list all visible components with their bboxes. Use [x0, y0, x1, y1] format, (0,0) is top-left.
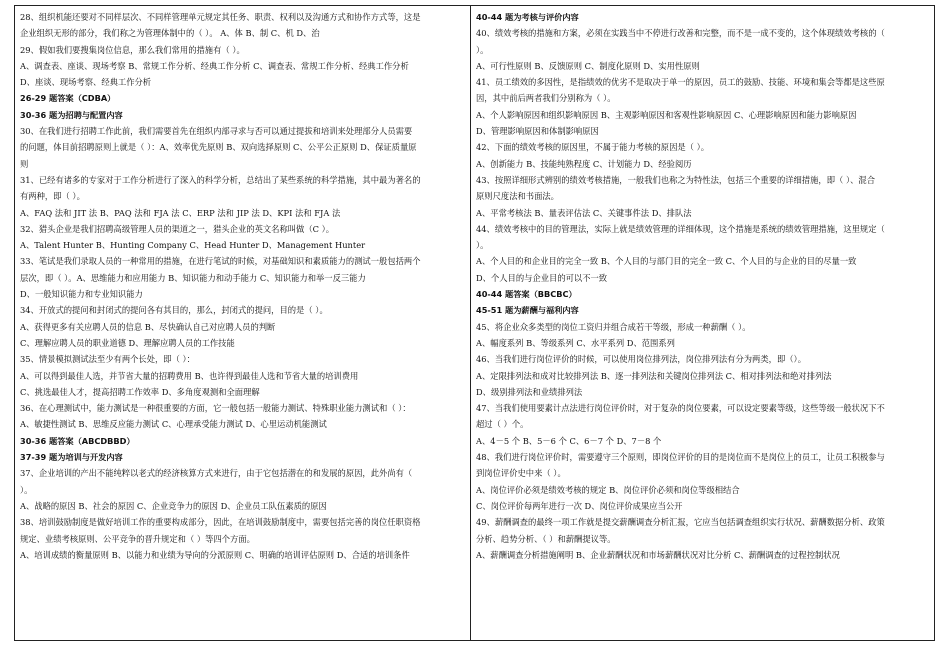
text-line: A、4－5 个 B、5－6 个 C、6－7 个 D、7－8 个: [476, 435, 662, 446]
text-line: 40、绩效考核的措施和方案，必须在实践当中不停进行改善和完整，而不是一成不变的，这个体现绩效考核的（: [476, 28, 885, 39]
text-line: 46、当我们进行岗位评价的时候，可以使用岗位排列法，岗位排列法有分为两类，即（）。: [476, 354, 806, 365]
text-line: A、培训成绩的衡量原则 B、以能力和业绩为导向的分派原则 C、明确的培训评估原则 D、合适的培训条件: [20, 549, 410, 560]
text-line: A、个人影响原因和组织影响原因 B、主观影响原因和客观性影响原因 C、心理影响原因和能力影响原因: [476, 109, 857, 120]
text-line: A、Talent Hunter B、Hunting Company C、Head Hunter D、Management Hunter: [20, 240, 366, 251]
text-line: 29、假如我们要搜集岗位信息，那么我们常用的措施有（ ）。: [20, 44, 245, 55]
section-heading: 40-44 题答案（BBCBC）: [476, 289, 577, 300]
text-line: 规定、业绩考核原则、公平竞争的晋升规定和（ ）等四个方面。: [20, 533, 255, 544]
text-line: 41、员工绩效的多因性，是指绩效的优劣不是取决于单一的原因，员工的鼓励、技能、环境和集会等都是这些原: [476, 77, 885, 88]
text-line: ）。: [476, 44, 489, 55]
text-line: 34、开放式的提问和封闭式的提问各有其目的，那么，封闭式的提问，目的是（ ）。: [20, 305, 328, 316]
text-line: 44、绩效考核中的目的管理法，实际上就是绩效管理的详细体现，这个措施是系统的绩效管理措施，这里规定（: [476, 223, 885, 234]
text-line: 37、企业培训的产出不能纯粹以老式的经济核算方式来进行，由于它包括潜在的和发展的原因，此外尚有（: [20, 468, 413, 479]
section-heading: 26-29 题答案（CDBA）: [20, 93, 116, 104]
section-heading: 30-36 题为招聘与配置内容: [20, 109, 123, 120]
section-heading: 45-51 题为薪酬与福利内容: [476, 305, 579, 316]
text-line: 48、我们进行岗位评价时，需要遵守三个原则，即岗位评价的目的是岗位而不是岗位上的员工，让员工积极参与: [476, 452, 885, 463]
text-line: A、创新能力 B、技能纯熟程度 C、计划能力 D、经验阅历: [476, 158, 692, 169]
left-column: [20, 9, 464, 563]
section-heading: 30-36 题答案（ABCDBBD）: [20, 435, 135, 446]
text-line: 到岗位评价史中来（ ）。: [476, 468, 566, 479]
text-line: 31、已经有诸多的专家对于工作分析进行了深入的科学分析，总结出了某些系统的科学措施，其中最为著名的: [20, 174, 421, 185]
text-line: A、FAQ 法和 JIT 法 B、PAQ 法和 FJA 法 C、ERP 法和 JIP 法 D、KPI 法和 FJA 法: [20, 207, 341, 218]
text-line: D、级别排列法和业绩排列法: [476, 386, 583, 397]
text-line: D、一般知识能力和专业知识能力: [20, 289, 143, 300]
text-line: 43、按照详细形式辨别的绩效考核措施，一般我们也称之为特性法，包括三个重要的详细措施，即（ ）、混合: [476, 174, 876, 185]
section-heading: 37-39 题为培训与开发内容: [20, 452, 123, 463]
right-column: [476, 9, 922, 563]
text-line: 企业组织无形的部分，我们称之为管理体制中的（ ）。 A、体 B、制 C、机 D、治: [20, 28, 320, 39]
text-line: C、挑选最佳人才，提高招聘工作效率 D、多角度观测和全面理解: [20, 386, 260, 397]
text-line: ）。: [20, 484, 33, 495]
text-line: A、幅度系列 B、等级系列 C、水平系列 D、范围系列: [476, 337, 675, 348]
text-line: 45、将企业众多类型的岗位工资归并组合成若干等级，形成一种薪酬（ ）。: [476, 321, 751, 332]
text-line: A、定限排列法和成对比较排列法 B、逐一排列法和关键岗位排列法 C、相对排列法和绝对排列法: [476, 370, 832, 381]
column-divider: [470, 5, 471, 641]
text-line: 47、当我们使用要素计点法进行岗位评价时，对于复杂的岗位要素，可以设定要素等级，这些等级一般状况下不: [476, 403, 885, 414]
text-line: A、战略的原因 B、社会的原因 C、企业竞争力的原因 D、企业员工队伍素质的原因: [20, 500, 327, 511]
text-line: A、个人目的和企业目的完全一致 B、个人目的与部门目的完全一致 C、个人目的与企业的目的尽量一致: [476, 256, 857, 267]
text-line: 35、情景模拟测试法至少有两个长处，即（ ）：: [20, 354, 195, 365]
text-line: 层次，即（ ）。A、思维能力和应用能力 B、知识能力和动手能力 C、知识能力和举一反三能力: [20, 272, 366, 283]
text-line: C、理解应聘人员的职业道德 D、理解应聘人员的工作技能: [20, 337, 235, 348]
text-line: 33、笔试是我们录取人员的一种常用的措施，在进行笔试的时候，对基础知识和素质能力的测试一般包括两个: [20, 256, 421, 267]
text-line: 的问题，体目前招聘原则上就是（ ）：A、效率优先原则 B、双向选择原则 C、公平公正原则 D、保证质量原: [20, 142, 417, 153]
text-line: D、个人目的与企业目的可以不一致: [476, 272, 608, 283]
text-line: 30、在我们进行招聘工作此前，我们需要首先在组织内部寻求与否可以通过提拔和培训来处理部分人员需要: [20, 126, 413, 137]
text-line: D、管理影响原因和体制影响原因: [476, 126, 599, 137]
text-line: D、座谈、现场考察、经典工作分析: [20, 77, 152, 88]
text-line: A、敏捷性测试 B、思维反应能力测试 C、心理承受能力测试 D、心里运动机能测试: [20, 419, 327, 430]
text-line: 原则尺度法和书面法。: [476, 191, 559, 202]
text-line: A、调查表、座谈、现场考察 B、常规工作分析、经典工作分析 C、调查表、常规工作分析、经典工作分析: [20, 60, 409, 71]
text-line: 42、下面的绩效考核的原因里，不属于能力考核的原因是（ ）。: [476, 142, 710, 153]
text-line: 因，其中前后两者我们分别称为（ ）。: [476, 93, 616, 104]
text-line: 36、在心理测试中，能力测试是一种很重要的方面，它一般包括一般能力测试、特殊职业能力测试和（ ）：: [20, 403, 411, 414]
text-line: 28、组织机能还要对不同样层次、不同样管理单元规定其任务、职责、权利以及沟通方式和协作方式等，这是: [20, 12, 421, 22]
text-line: A、薪酬调查分析措施阐明 B、企业薪酬状况和市场薪酬状况对比分析 C、薪酬调查的过程控制状况: [476, 549, 840, 560]
text-line: ）。: [476, 240, 489, 251]
text-line: A、平常考核法 B、量表评估法 C、关键事件法 D、排队法: [476, 207, 692, 218]
text-line: 超过（ ）个。: [476, 419, 529, 430]
text-line: A、可以得到最佳人选，并节省大量的招聘费用 B、也许得到最佳人选和节省大量的培训费用: [20, 370, 359, 381]
text-line: A、岗位评价必须是绩效考核的规定 B、岗位评价必须和岗位等级相结合: [476, 484, 740, 495]
text-line: C、岗位评价每两年进行一次 D、岗位评价成果应当公开: [476, 500, 683, 511]
text-line: A、获得更多有关应聘人员的信息 B、尽快确认自己对应聘人员的判断: [20, 321, 276, 332]
text-line: 32、猎头企业是我们招聘高级管理人员的渠道之一，猎头企业的英文名称叫做（C ）。: [20, 223, 335, 234]
section-heading: 40-44 题为考核与评价内容: [476, 12, 579, 22]
text-line: 49、薪酬调查的最终一项工作就是提交薪酬调查分析汇报，它应当包括调查组织实行状况、薪酬数据分析、政策: [476, 517, 885, 528]
text-line: 分析、趋势分析、（ ）和薪酬提议等。: [476, 533, 616, 544]
text-line: 38、培训鼓励制度是做好培训工作的重要构成部分，因此，在培训鼓励制度中，需要包括完善的岗位任职资格: [20, 517, 421, 528]
text-line: 有两种，即（ ）。: [20, 191, 85, 202]
text-line: 则: [20, 158, 29, 169]
text-line: A、可行性原则 B、反馈原则 C、制度化原则 D、实用性原则: [476, 60, 700, 71]
